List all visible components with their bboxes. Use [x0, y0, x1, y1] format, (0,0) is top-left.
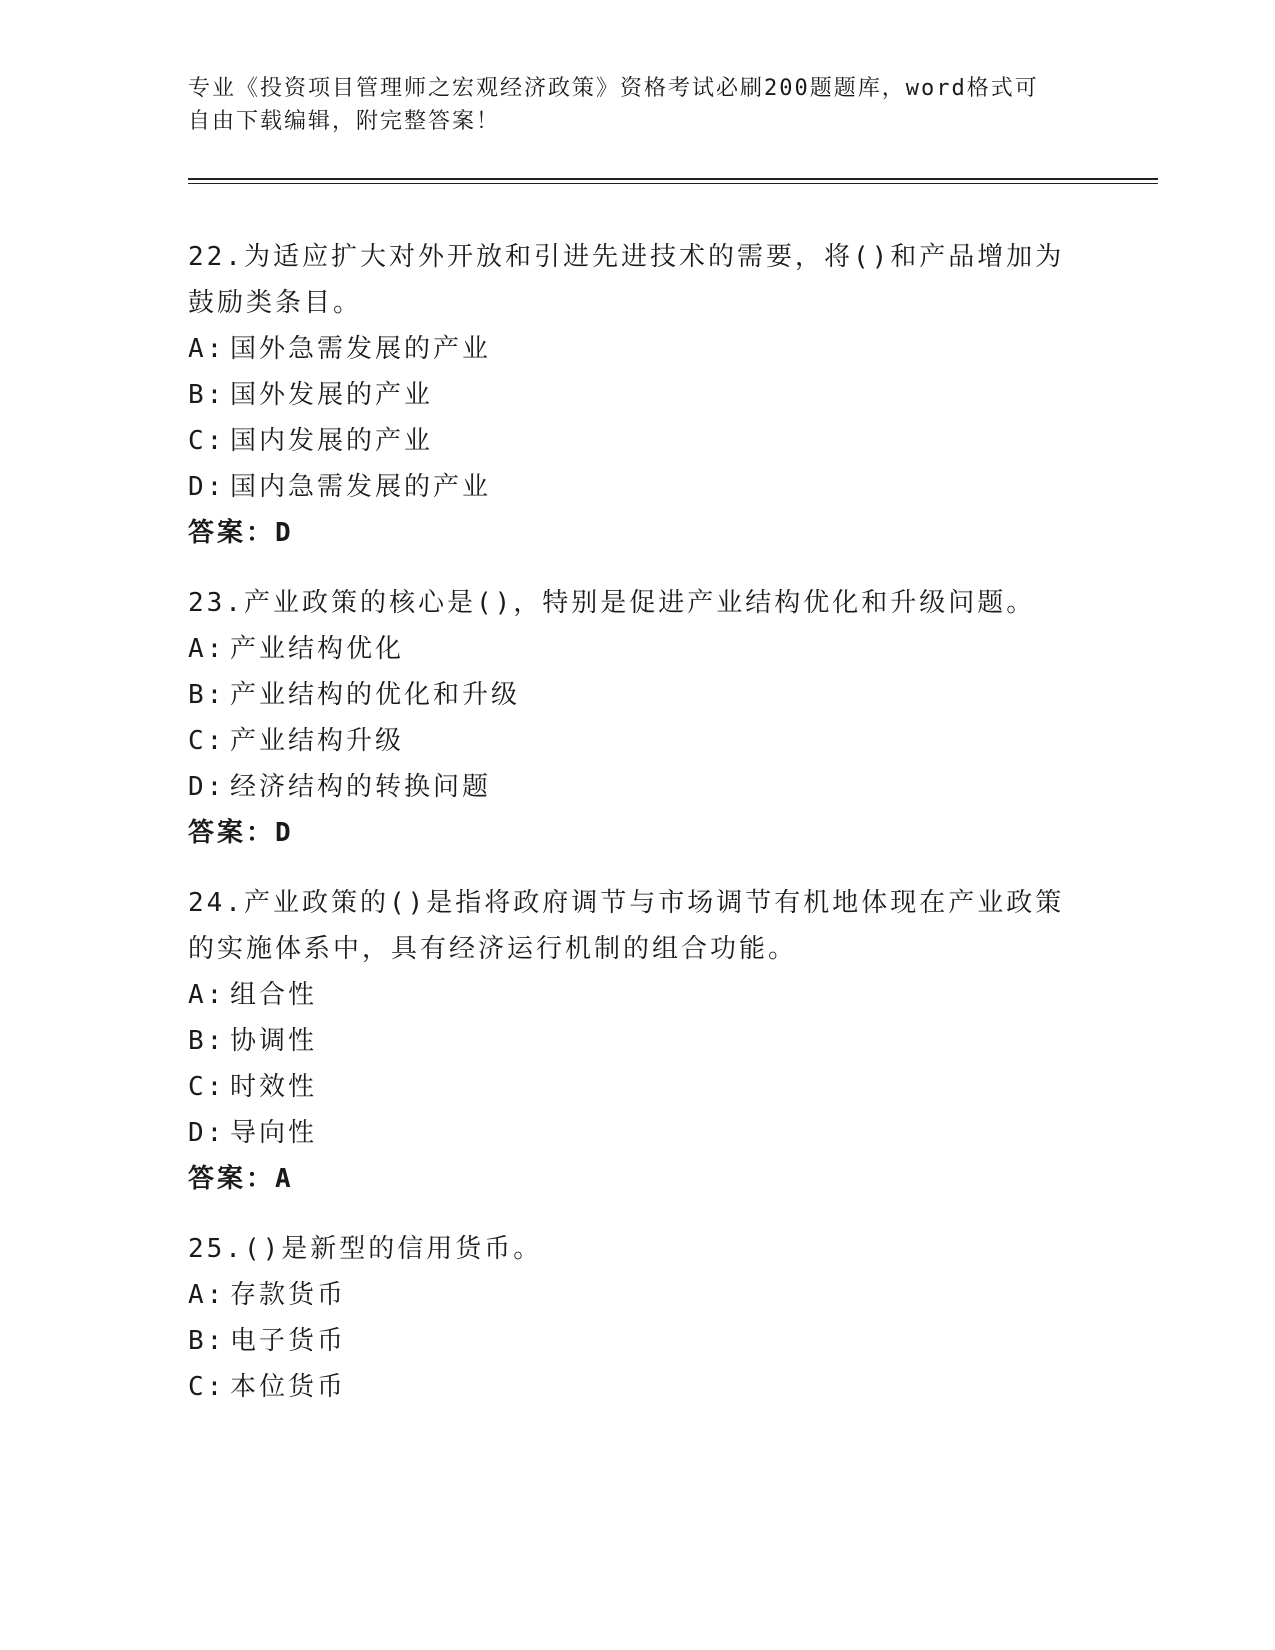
question-stem: 25.()是新型的信用货币。 [188, 1234, 543, 1264]
header-line-1: 专业《投资项目管理师之宏观经济政策》资格考试必刷200题题库，word格式可 [188, 76, 1039, 101]
question-stem: 23.产业政策的核心是()，特别是促进产业结构优化和升级问题。 [188, 588, 1036, 618]
option-d [188, 464, 1088, 510]
option-text: 协调性 [230, 1026, 318, 1056]
option-text: 导向性 [230, 1118, 318, 1148]
option-text: 国内急需发展的产业 [230, 472, 492, 502]
option-letter: B: [188, 1026, 226, 1056]
question-stem: 24.产业政策的()是指将政府调节与市场调节有机地体现在产业政策的实施体系中，具有经济运行机制的组合功能。 [188, 888, 1065, 964]
option-letter: A: [188, 334, 226, 364]
question-22 [188, 234, 1088, 556]
option-b [188, 672, 1088, 718]
option-text: 国外发展的产业 [230, 380, 434, 410]
question-23 [188, 580, 1088, 856]
option-letter: B: [188, 380, 226, 410]
question-25 [188, 1226, 1088, 1410]
option-text: 存款货币 [230, 1280, 347, 1310]
header-line-2: 自由下载编辑，附完整答案！ [188, 109, 501, 134]
header-divider-thick [188, 178, 1158, 180]
header-divider-thin [188, 183, 1158, 184]
answer-line: 答案：D [188, 518, 294, 548]
option-c [188, 418, 1088, 464]
option-letter: C: [188, 1372, 226, 1402]
option-c [188, 1064, 1088, 1110]
option-letter: D: [188, 1118, 226, 1148]
question-stem: 22.为适应扩大对外开放和引进先进技术的需要，将()和产品增加为鼓励类条目。 [188, 242, 1065, 318]
option-b [188, 372, 1088, 418]
option-c [188, 1364, 1088, 1410]
option-a [188, 972, 1088, 1018]
answer-line: 答案：D [188, 818, 294, 848]
option-d [188, 1110, 1088, 1156]
option-text: 电子货币 [230, 1326, 347, 1356]
option-letter: B: [188, 1326, 226, 1356]
option-text: 产业结构优化 [230, 634, 405, 664]
option-letter: A: [188, 1280, 226, 1310]
document-header [188, 72, 1088, 138]
option-letter: A: [188, 980, 226, 1010]
option-text: 产业结构的优化和升级 [230, 680, 521, 710]
option-letter: B: [188, 680, 226, 710]
option-text: 国外急需发展的产业 [230, 334, 492, 364]
option-b [188, 1318, 1088, 1364]
option-text: 本位货币 [230, 1372, 347, 1402]
option-letter: C: [188, 426, 226, 456]
option-c [188, 718, 1088, 764]
option-text: 国内发展的产业 [230, 426, 434, 456]
option-a [188, 326, 1088, 372]
option-letter: D: [188, 472, 226, 502]
option-text: 时效性 [230, 1072, 318, 1102]
option-text: 组合性 [230, 980, 318, 1010]
option-text: 经济结构的转换问题 [230, 772, 492, 802]
option-letter: C: [188, 1072, 226, 1102]
option-d [188, 764, 1088, 810]
option-letter: C: [188, 726, 226, 756]
option-a [188, 626, 1088, 672]
option-letter: D: [188, 772, 226, 802]
question-24 [188, 880, 1088, 1202]
option-text: 产业结构升级 [230, 726, 405, 756]
option-b [188, 1018, 1088, 1064]
question-list [188, 234, 1088, 1434]
answer-line: 答案：A [188, 1164, 294, 1194]
option-a [188, 1272, 1088, 1318]
option-letter: A: [188, 634, 226, 664]
